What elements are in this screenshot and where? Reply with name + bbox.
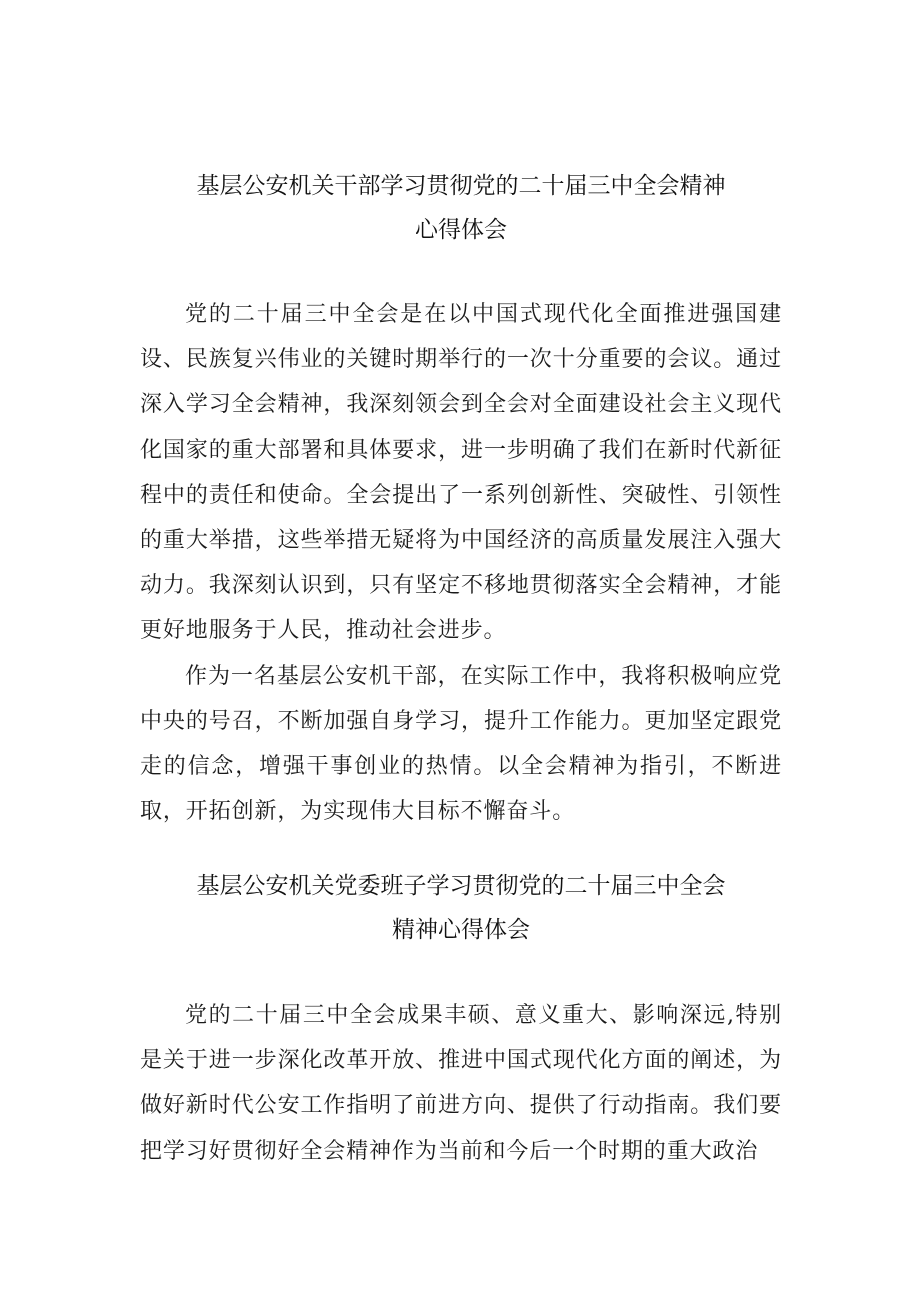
article-1-body — [140, 292, 782, 834]
article-2-title-line-1: 基层公安机关党委班子学习贯彻党的二十届三中全会 — [196, 873, 726, 899]
article-2-title — [140, 864, 782, 952]
article-2-paragraph-1: 党的二十届三中全会成果丰硕、意义重大、影响深远,特别是关于进一步深化改革开放、推进中国式现代化方面的阐述，为做好新时代公安工作指明了前进方向、提供了行动指南。我们要把学习好贯彻好全会精神作为当前和今后一个时期的重大政治 — [140, 1003, 782, 1164]
article-2-title-line-2: 精神心得体会 — [392, 917, 530, 943]
article-1-paragraph-1: 党的二十届三中全会是在以中国式现代化全面推进强国建设、民族复兴伟业的关键时期举行的一次十分重要的会议。通过深入学习全会精神，我深刻领会到全会对全面建设社会主义现代化国家的重大部署和具体要求，进一步明确了我们在新时代新征程中的责任和使命。全会提出了一系列创新性、突破性、引领性的重大举措，这些举措无疑将为中国经济的高质量发展注入强大动力。我深刻认识到，只有坚定不移地贯彻落实全会精神，才能更好地服务于人民，推动社会进步。 — [140, 302, 782, 644]
article-1-title-line-1: 基层公安机关干部学习贯彻党的二十届三中全会精神 — [196, 173, 726, 199]
article-1-title-line-2: 心得体会 — [415, 217, 507, 243]
article-1-paragraph-2: 作为一名基层公安机干部，在实际工作中，我将积极响应党中央的号召，不断加强自身学习，提升工作能力。更加坚定跟党走的信念，增强干事创业的热情。以全会精神为指引，不断进取，开拓创新，为实现伟大目标不懈奋斗。 — [140, 663, 782, 825]
article-2-body — [140, 993, 782, 1174]
article-1-title — [140, 164, 782, 252]
